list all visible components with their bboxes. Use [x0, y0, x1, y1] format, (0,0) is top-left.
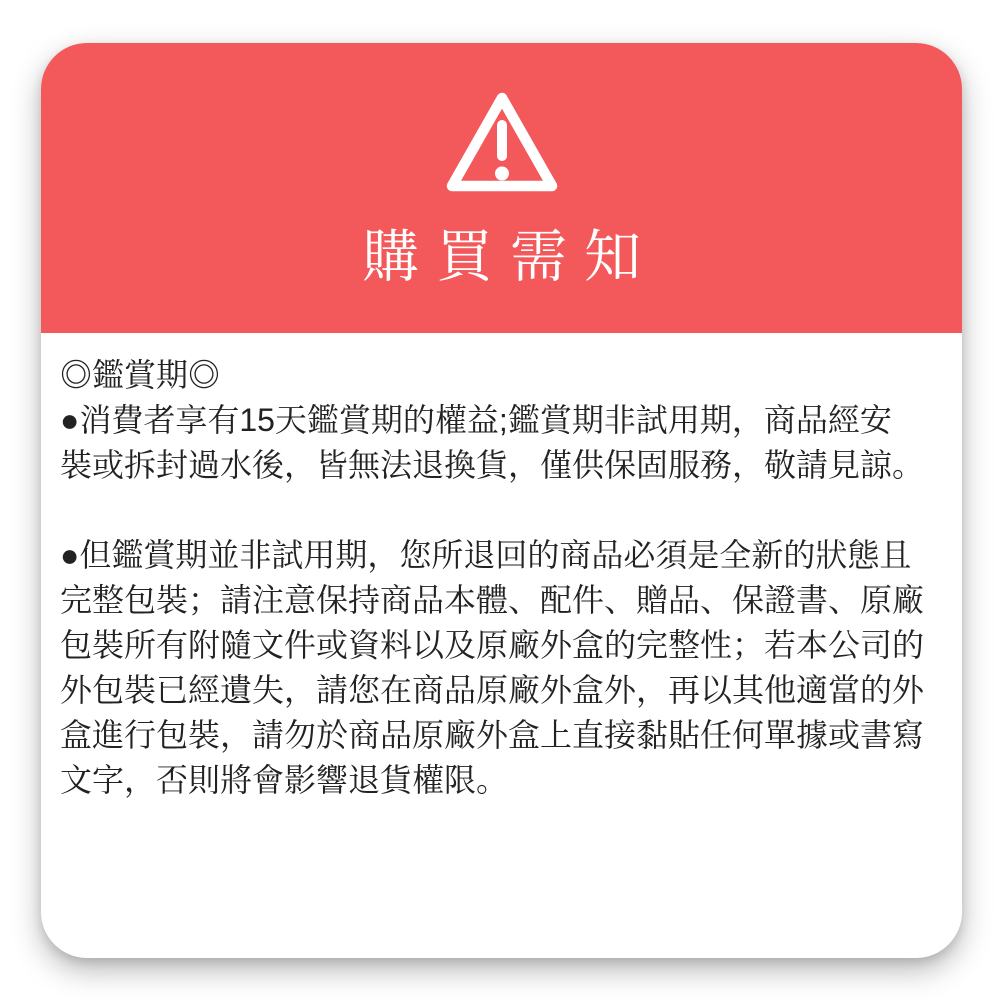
text-line: ●但鑑賞期並非試用期，您所退回的商品必須是全新的狀態且	[60, 537, 912, 573]
text-line: 文字，否則將會影響退貨權限。	[60, 762, 509, 798]
text-line: ●消費者享有15天鑑賞期的權益;鑑賞期非試用期，商品經安	[60, 402, 892, 438]
paragraph-return-conditions	[60, 533, 938, 803]
text-line: 包裝所有附隨文件或資料以及原廠外盒的完整性；若本公司的	[60, 627, 925, 663]
notice-title: 購買需知	[362, 225, 658, 289]
paragraph-appreciation-period	[60, 398, 938, 488]
purchase-notice-card	[41, 43, 962, 958]
notice-body	[41, 333, 962, 803]
notice-header	[41, 43, 962, 333]
text-line: 完整包裝；請注意保持商品本體、配件、贈品、保證書、原廠	[60, 582, 925, 618]
text-line: 外包裝已經遺失，請您在商品原廠外盒外，再以其他適當的外	[60, 672, 925, 708]
text-line: 盒進行包裝，請勿於商品原廠外盒上直接黏貼任何單據或書寫	[60, 717, 925, 753]
warning-triangle-icon	[41, 89, 962, 195]
section-heading-appreciation-period: ◎鑑賞期◎	[60, 357, 221, 393]
text-line: 裝或拆封過水後，皆無法退換貨，僅供保固服務，敬請見諒。	[60, 447, 925, 483]
